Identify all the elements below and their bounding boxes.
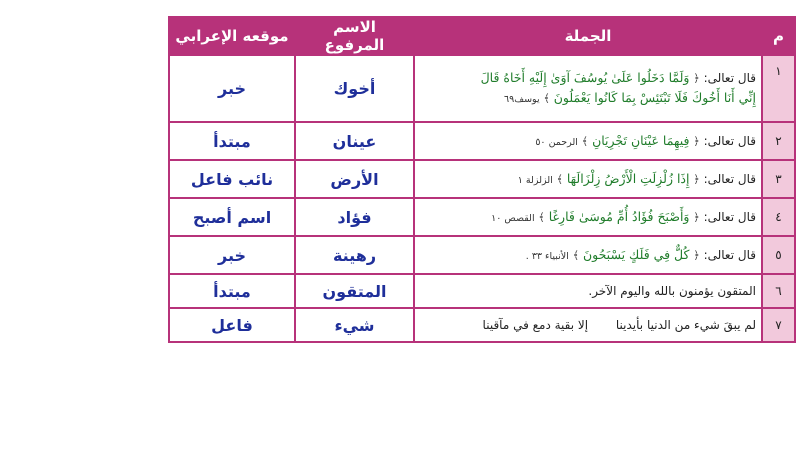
position-cell: مبتدأ [169, 274, 295, 308]
position-cell: خبر [169, 236, 295, 274]
verse-text: وَلَمَّا دَخَلُوا عَلَىٰ يُوسُفَ آوَىٰ إِلَيْهِ أَخَاهُ قَالَ [480, 70, 690, 85]
noun-cell: المتقون [295, 274, 414, 308]
open-bracket: ﴿ [693, 172, 700, 186]
row-number: ٦ [762, 274, 795, 308]
header-row [169, 17, 795, 55]
table-row [169, 122, 795, 160]
close-bracket: ﴾ [572, 248, 580, 262]
verse-reference: القصص ١٠ [491, 212, 535, 224]
position-cell: اسم أصبح [169, 198, 295, 236]
noun-cell: شيء [295, 308, 414, 342]
open-bracket: ﴿ [693, 134, 700, 148]
row-number: ٢ [762, 122, 795, 160]
row-number: ٧ [762, 308, 795, 342]
table-row [169, 55, 795, 122]
verse-intro: قال تعالى: [703, 171, 756, 186]
noun-cell: عينان [295, 122, 414, 160]
header-noun: الاسم المرفوع [295, 17, 414, 55]
close-bracket: ﴾ [538, 210, 545, 224]
table-row [169, 274, 795, 308]
noun-cell: رهينة [295, 236, 414, 274]
verse-reference: الزلزلة ١ [517, 174, 553, 186]
close-bracket: ﴾ [581, 134, 589, 148]
noun-cell: أخوك [295, 55, 414, 122]
verse-intro: قال تعالى: [703, 247, 756, 262]
verse-text: إِنِّي أَنَا أَخُوكَ فَلَا تَبْتَئِسْ بِمَا كَانُوا يَعْمَلُونَ [553, 90, 756, 105]
position-cell: فاعل [169, 308, 295, 342]
poem-first-hemistich: لم يبقَ شيء من الدنيا بأيدينا [615, 317, 756, 332]
sentence-cell [414, 308, 762, 342]
verse-text: إِذَا زُلْزِلَتِ الْأَرْضُ زِلْزَالَهَا [566, 170, 690, 186]
position-cell: نائب فاعل [169, 160, 295, 198]
sentence-cell [414, 160, 762, 198]
noun-cell: فؤاد [295, 198, 414, 236]
table-row [169, 198, 795, 236]
header-num: م [762, 17, 795, 55]
table-row [169, 236, 795, 274]
sentence-text: المتقون يؤمنون بالله واليوم الآخر. [414, 274, 762, 308]
verse-text: وَأَصْبَحَ فُؤَادُ أُمِّ مُوسَىٰ فَارِغًا [548, 208, 690, 224]
row-number: ٥ [762, 236, 795, 274]
verse-reference: الأنبياء ٣٣ . [525, 250, 569, 262]
row-number: ٣ [762, 160, 795, 198]
sentence-cell [414, 122, 762, 160]
verse-intro: قال تعالى: [703, 209, 756, 224]
row-number: ٤ [762, 198, 795, 236]
open-bracket: ﴿ [693, 72, 700, 85]
verse-reference: يوسف٦٩ [504, 94, 540, 105]
grammar-table [168, 16, 796, 343]
verse-intro: قال تعالى: [703, 133, 756, 148]
sentence-cell [414, 198, 762, 236]
position-cell: مبتدأ [169, 122, 295, 160]
sentence-cell [414, 236, 762, 274]
verse-reference: الرحمن ٥٠ [535, 136, 578, 148]
position-cell: خبر [169, 55, 295, 122]
open-bracket: ﴿ [693, 248, 700, 262]
verse-text: كُلٌّ فِي فَلَكٍ يَسْبَحُونَ [582, 246, 690, 262]
table-row [169, 308, 795, 342]
sentence-cell [414, 55, 762, 122]
table-row [169, 160, 795, 198]
poem-second-hemistich: إلا بقية دمع في مآقينا [482, 317, 589, 332]
header-sentence: الجملة [414, 17, 762, 55]
verse-intro: قال تعالى: [703, 71, 756, 85]
close-bracket: ﴾ [543, 92, 550, 105]
close-bracket: ﴾ [556, 172, 564, 186]
header-position: موقعه الإعرابي [169, 17, 295, 55]
noun-cell: الأرض [295, 160, 414, 198]
row-number: ١ [762, 55, 795, 122]
open-bracket: ﴿ [693, 210, 700, 224]
verse-text: فِيهِمَا عَيْنَانِ تَجْرِيَانِ [592, 132, 690, 148]
